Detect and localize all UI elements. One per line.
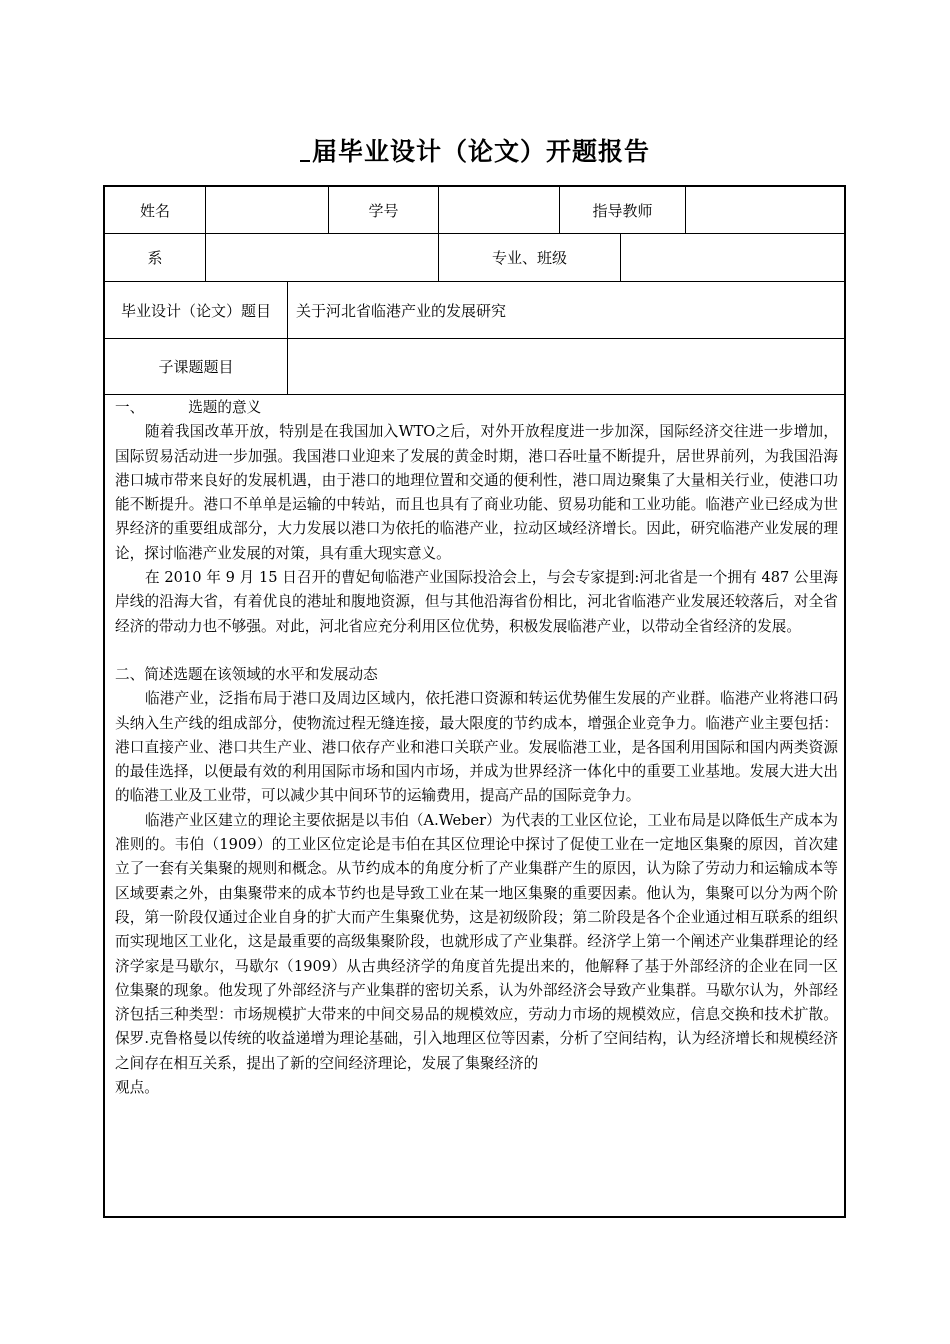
- section-1-heading: [115, 396, 838, 420]
- title-text: 届毕业设计（论文）开题报告: [311, 137, 650, 166]
- report-table: [103, 185, 846, 1218]
- advisor-field[interactable]: [686, 187, 844, 233]
- advisor-label: 指导教师: [592, 201, 653, 220]
- major-class-field[interactable]: [621, 234, 844, 281]
- section-1-title: 选题的意义: [188, 399, 262, 416]
- section-1-paragraph-1: 随着我国改革开放，特别是在我国加入WTO之后，对外开放程度进一步加深，国际经济交往进一步增加，国际贸易活动进一步加强。我国港口业迎来了发展的黄金时期，港口吞吐量不断提升，居世界前列，为我国沿海港口城市带来良好的发展机遇，由于港口的地理位置和交通的便利性，港口周边聚集了大量相关行业，使港口功能不断提升。港口不单单是运输的中转站，而且也具有了商业功能、贸易功能和工业功能。临港产业已经成为世界经济的重要组成部分，大力发展以港口为依托的临港产业，拉动区域经济增长。因此，研究临港产业发展的理论，探讨临港产业发展的对策，具有重大现实意义。: [115, 423, 838, 562]
- section-2-paragraph-2: 临港产业区建立的理论主要依据是以韦伯（A.Weber）为代表的工业区位论，工业布局是以降低生产成本为准则的。韦伯（1909）的工业区位定论是韦伯在其区位理论中探讨了促使工业在一定地区集聚的原因，首次建立了一套有关集聚的规则和概念。从节约成本的角度分析了产业集群产生的原因，认为除了劳动力和运输成本等区域要素之外，由集聚带来的成本节约也是导致工业在某一地区集聚的重要因素。他认为，集聚可以分为两个阶段，第一阶段仅通过企业自身的扩大而产生集聚优势，这是初级阶段；第二阶段是各个企业通过相互联系的组织而实现地区工业化，这是最重要的高级集聚阶段，也就形成了产业集群。经济学上第一个阐述产业集群理论的经济学家是马歇尔，马歇尔（1909）从古典经济学的角度首先提出来的，他解释了基于外部经济的企业在同一区位集聚的现象。他发现了外部经济与产业集群的密切关系，认为外部经济会导致产业集群。马歇尔认为，外部经济包括三种类型：市场规模扩大带来的中间交易品的规模效应，劳动力市场的规模效应，信息交换和技术扩散。保罗.克鲁格曼以传统的收益递增为理论基础，引入地理区位等因素，分析了空间结构，认为经济增长和规模经济之间存在相互关系，提出了新的空间经济理论，发展了集聚经济的: [115, 811, 838, 1072]
- section-1-paragraph-2: 在 2010 年 9 月 15 日召开的曹妃甸临港产业国际投洽会上，与会专家提到:河北省是一个拥有 487 公里海岸线的沿海大省，有着优良的港址和腹地资源，但与其他沿海省份相比，河北省临港产业发展还较落后，对全省经济的带动力也不够强。对此，河北省应充分利用区位优势，积极发展临港产业，以带动全省经济的发展。: [115, 569, 838, 635]
- title-blank-line: [300, 144, 310, 162]
- student-id-label: 学号: [368, 201, 399, 220]
- spacer: [115, 639, 838, 663]
- row-divider: [105, 394, 844, 395]
- topic-value: 关于河北省临港产业的发展研究: [296, 301, 507, 320]
- topic-label: 毕业设计（论文）题目: [120, 301, 271, 320]
- name-label: 姓名: [139, 201, 170, 220]
- section-1-number: 一、: [115, 399, 145, 416]
- section-2-paragraph-2-tail: 观点。: [115, 1079, 159, 1097]
- section-2-heading: 二、简述选题在该领域的水平和发展动态: [115, 665, 378, 683]
- section-2-paragraph-1: 临港产业，泛指布局于港口及周边区域内，依托港口资源和转运优势催生发展的产业群。临港产业将港口码头纳入生产线的组成部分，使物流过程无缝连接，最大限度的节约成本，增强企业竞争力。临港产业主要包括：港口直接产业、港口共生产业、港口依存产业和港口关联产业。发展临港工业，是各国利用国际和国内两类资源的最佳选择，以便最有效的利用国际市场和国内市场，并成为世界经济一体化中的重要工业基地。发展大进大出的临港工业及工业带，可以减少其中间环节的运输费用，提高产品的国际竞争力。: [115, 690, 838, 805]
- subtopic-label: 子课题题目: [158, 358, 234, 376]
- major-class-label: 专业、班级: [491, 249, 567, 267]
- dept-field[interactable]: [206, 234, 438, 281]
- name-field[interactable]: [206, 187, 328, 233]
- report-body: [115, 396, 838, 1100]
- subtopic-field[interactable]: [288, 339, 844, 394]
- page-title: [0, 132, 950, 168]
- student-id-field[interactable]: [439, 187, 559, 233]
- dept-label: 系: [147, 249, 163, 267]
